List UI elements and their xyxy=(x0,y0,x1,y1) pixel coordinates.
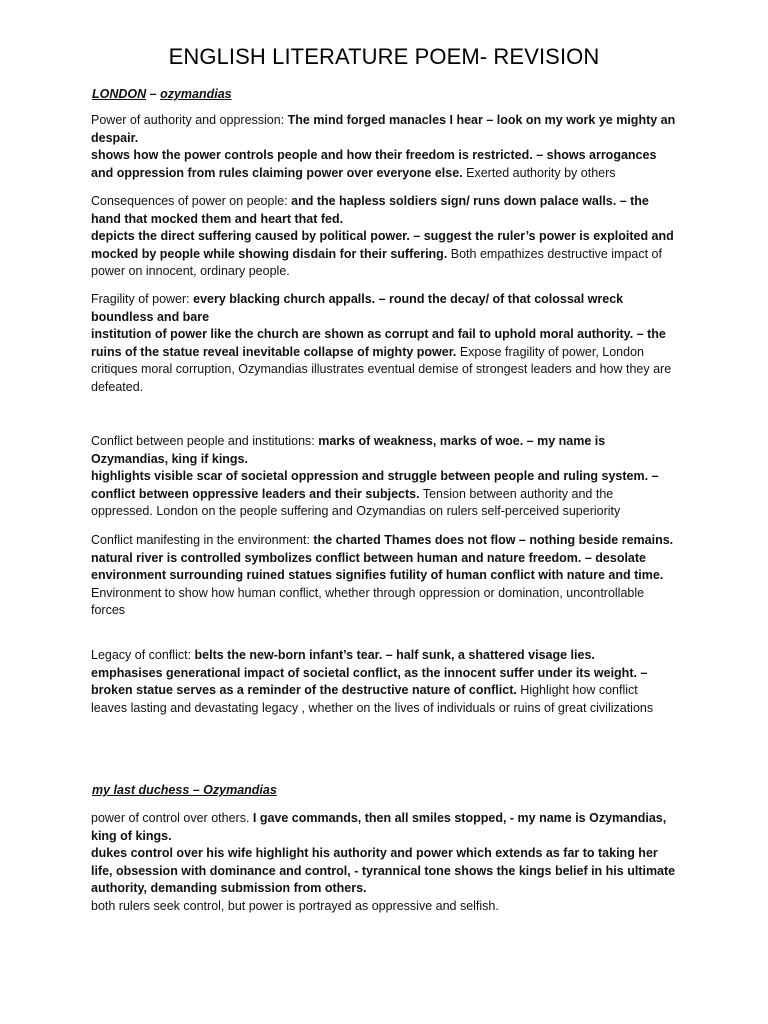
comparison-text: Expose fragility of power, London critiques moral corruption, Ozymandias illustrates eventual demise of strongest leaders and how they are defeated. xyxy=(91,344,672,394)
point-label: power of control over others. xyxy=(91,811,253,825)
comparison-text: Environment to show how human conflict, whether through oppression or domination, uncontrollable forces xyxy=(91,585,645,618)
analysis-text: institution of power like the church are shown as corrupt and fail to uphold moral authority. – the ruins of the statue reveal inevitable collapse of mighty power. xyxy=(91,327,666,359)
quote-text: belts the new-born infant’s tear. – half sunk, a shattered visage lies. xyxy=(194,648,595,662)
comparison-text: Tension between authority and the oppressed. London on the people suffering and Ozymandias on rulers self-perceived superiority xyxy=(91,486,621,519)
analysis-text: highlights visible scar of societal oppression and struggle between people and ruling system. – conflict between oppressive leaders and their subjects. xyxy=(91,469,659,501)
paragraph-power-of-control xyxy=(91,810,677,916)
section-heading-london-ozymandias xyxy=(92,87,232,101)
paragraph-fragility-of-power xyxy=(91,291,677,397)
point-label: Power of authority and oppression: xyxy=(91,113,288,127)
paragraph-conflict-environment xyxy=(91,532,677,620)
point-label: Conflict between people and institutions: xyxy=(91,434,319,448)
comparison-text: Both empathizes destructive impact of power on innocent, ordinary people. xyxy=(91,246,662,279)
page-title: ENGLISH LITERATURE POEM- REVISION xyxy=(168,44,600,69)
paragraph-consequences-of-power xyxy=(91,193,677,281)
paragraph-legacy-of-conflict xyxy=(91,647,677,717)
comparison-text: Highlight how conflict leaves lasting and devastating legacy , whether on the lives of individuals or ruins of great civilizations xyxy=(91,683,654,715)
quote-text: and the hapless soldiers sign/ runs down palace walls. – the hand that mocked them and heart that fed. xyxy=(91,194,649,226)
point-label: Legacy of conflict: xyxy=(91,648,195,662)
point-label: Consequences of power on people: xyxy=(91,194,292,208)
heading-separator: – xyxy=(146,87,161,101)
analysis-text: natural river is controlled symbolizes conflict between human and nature freedom. – desolate environment surrounding ruined statues signifies futility of human conflict with nature and time. xyxy=(91,550,664,583)
analysis-text: depicts the direct suffering caused by political power. – suggest the ruler’s power is exploited and mocked by people while showing disdain for their suffering. xyxy=(91,229,674,261)
quote-text: The mind forged manacles I hear – look on my work ye mighty an despair. xyxy=(91,113,676,145)
section-heading-my-last-duchess xyxy=(92,783,277,797)
quote-text: I gave commands, then all smiles stopped, - my name is Ozymandias, king of kings. xyxy=(91,811,667,843)
heading-text: my last duchess – Ozymandias xyxy=(92,783,277,797)
paragraph-conflict-people-institutions xyxy=(91,433,677,521)
heading-part-london: LONDON xyxy=(92,87,147,101)
comparison-text: Exerted authority by others xyxy=(462,165,616,180)
analysis-text: dukes control over his wife highlight his authority and power which extends as far to taking her life, obsession with dominance and control, - tyrannical tone shows the kings belief in his ultimate authority, demanding submission from others. xyxy=(91,846,676,896)
analysis-text: emphasises generational impact of societal conflict, as the innocent suffer under its weight. – broken statue serves as a reminder of the destructive nature of conflict. xyxy=(91,665,648,698)
quote-text: every blacking church appalls. – round the decay/ of that colossal wreck boundless and bare xyxy=(91,292,624,324)
quote-text: marks of weakness, marks of woe. – my name is Ozymandias, king if kings. xyxy=(91,434,606,466)
comparison-text: both rulers seek control, but power is portrayed as oppressive and selfish. xyxy=(91,898,499,913)
quote-text: the charted Thames does not flow – nothing beside remains. xyxy=(313,533,674,547)
heading-part-ozymandias: ozymandias xyxy=(160,87,232,101)
point-label: Fragility of power: xyxy=(91,292,194,306)
point-label: Conflict manifesting in the environment: xyxy=(91,533,314,547)
analysis-text: shows how the power controls people and how their freedom is restricted. – shows arrogances and oppression from rules claiming power over everyone else. xyxy=(91,148,657,180)
paragraph-power-of-authority xyxy=(91,112,677,182)
